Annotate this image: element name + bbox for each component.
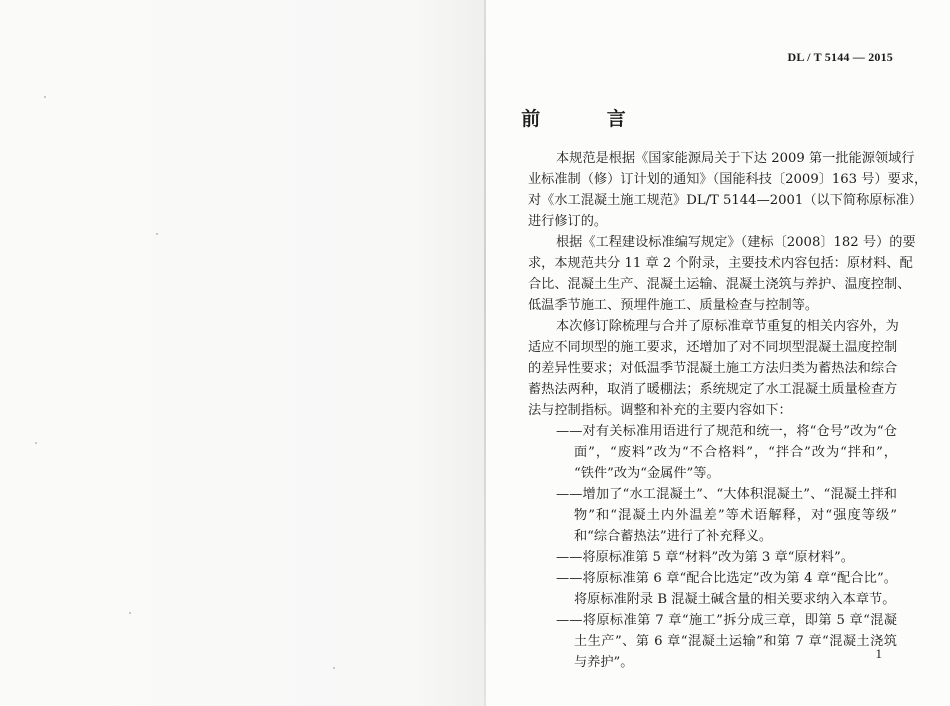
text-line: 本次修订除梳理与合并了原标准章节重复的相关内容外，为	[556, 319, 899, 334]
text-line: 根据《工程建设标准编写规定》（建标〔2008〕182 号）的要	[556, 235, 916, 250]
list-item-line: 与养护”。	[574, 655, 634, 670]
list-item-line: ——增加了“水工混凝土”、“大体积混凝土”、“混凝土拌和	[556, 487, 897, 502]
text-line: 蓄热法两种，取消了暖棚法；系统规定了水工混凝土质量检查方	[528, 382, 898, 397]
paper-speck	[156, 233, 158, 235]
text-line: 法与控制指标。调整和补充的主要内容如下：	[528, 403, 792, 418]
list-item-line: 将原标准附录 B 混凝土碱含量的相关要求纳入本章节。	[574, 592, 896, 607]
standard-code: DL / T 5144 — 2015	[787, 50, 893, 64]
paper-speck	[35, 442, 37, 444]
list-item-line: 物”和“混凝土内外温差”等术语解释，对“强度等级”	[574, 508, 897, 523]
text-line: 求，本规范共分 11 章 2 个附录，主要技术内容包括：原材料、配	[528, 256, 913, 271]
text-line: 业标准制（修）订计划的通知》（国能科技〔2009〕163 号）要求，	[528, 172, 928, 187]
paper-speck	[44, 96, 46, 98]
list-item-line: ——将原标准第 6 章“配合比选定”改为第 4 章“配合比”。	[556, 571, 897, 586]
list-item-line: ——将原标准第 5 章“材料”改为第 3 章“原材料”。	[556, 550, 854, 565]
paper-speck	[333, 667, 335, 669]
text-line: 的差异性要求；对低温季节混凝土施工方法归类为蓄热法和综合	[528, 361, 898, 376]
list-item-line: 土生产”、第 6 章“混凝土运输”和第 7 章“混凝土浇筑	[574, 634, 897, 649]
paper-speck	[129, 612, 131, 614]
text-line: 合比、混凝土生产、混凝土运输、混凝土浇筑与养护、温度控制、	[528, 277, 911, 292]
text-line: 本规范是根据《国家能源局关于下达 2009 第一批能源领域行	[556, 151, 915, 166]
text-line: 低温季节施工、预埋件施工、质量检查与控制等。	[528, 298, 819, 313]
list-item-line: ——对有关标准用语进行了规范和统一，将“仓号”改为“仓	[556, 424, 897, 439]
list-item-line: 和“综合蓄热法”进行了补充释义。	[574, 529, 773, 544]
page-title: 前 言	[521, 108, 656, 130]
text-line: 进行修订的。	[528, 214, 608, 229]
text-line: 对《水工混凝土施工规范》DL/T 5144—2001（以下简称原标准）	[528, 193, 923, 208]
list-item-line: ——将原标准第 7 章“施工”拆分成三章，即第 5 章“混凝	[556, 613, 897, 628]
page-number: 1	[875, 646, 882, 661]
preface-body	[528, 148, 928, 673]
list-item-line: 面”，“废料”改为“不合格料”，“拌合”改为“拌和”，	[574, 445, 897, 460]
text-line: 适应不同坝型的施工要求，还增加了对不同坝型混凝土温度控制	[528, 340, 898, 355]
list-item-line: “铁件”改为“金属件”等。	[574, 466, 720, 481]
